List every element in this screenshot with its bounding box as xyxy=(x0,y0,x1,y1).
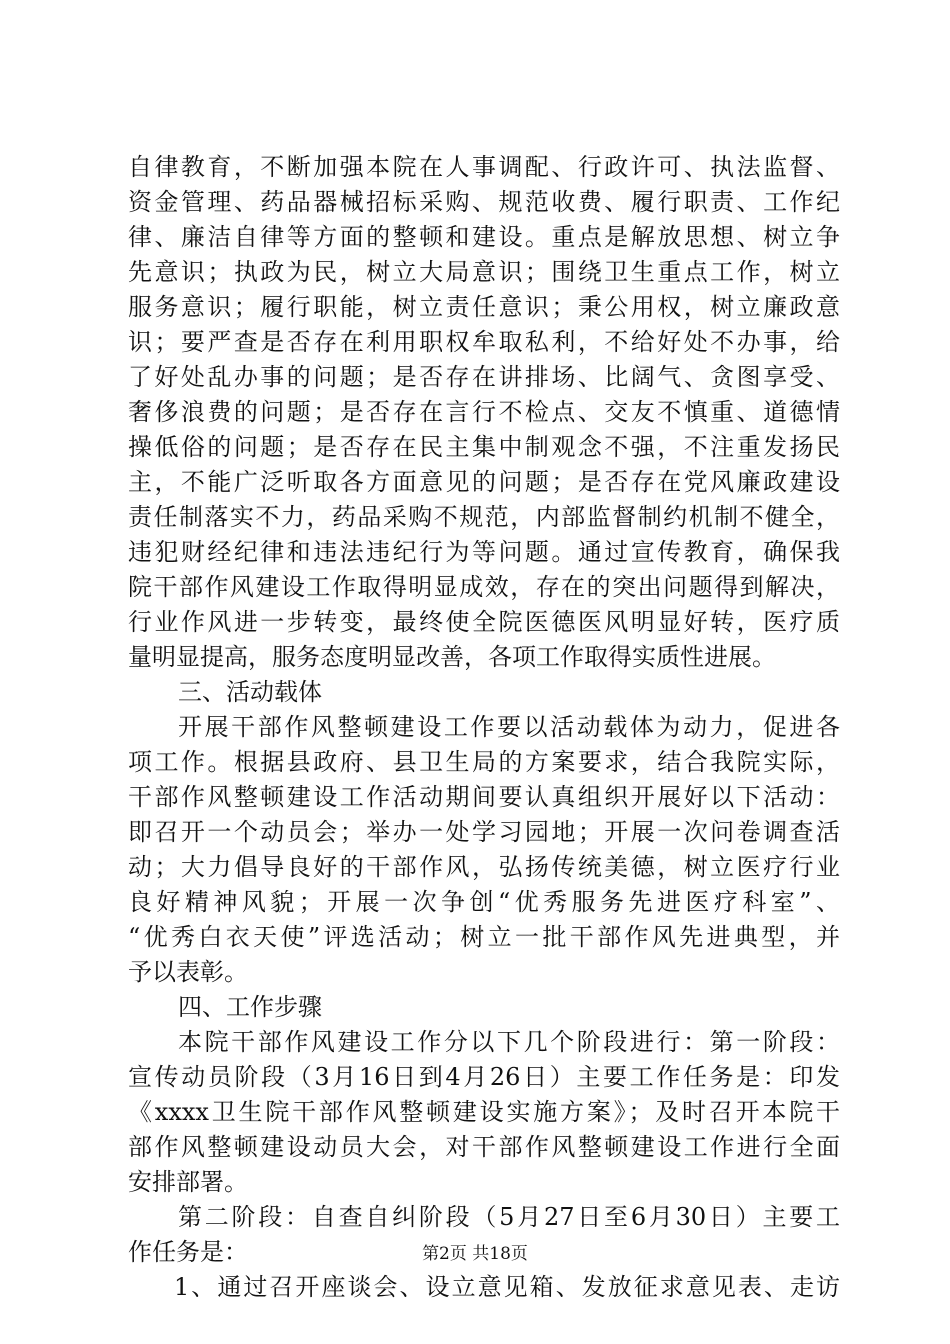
text-line: 责任制落实不力，药品采购不规范，内部监督制约机制不健全， xyxy=(128,503,840,531)
text-line: 识；要严查是否存在利用职权牟取私利，不给好处不办事，给 xyxy=(128,328,840,356)
text-line: 奢侈浪费的问题；是否存在言行不检点、交友不慎重、道德情 xyxy=(128,398,840,426)
text-line: 部作风整顿建设动员大会，对干部作风整顿建设工作进行全面 xyxy=(128,1133,840,1161)
text-line: 动；大力倡导良好的干部作风，弘扬传统美德，树立医疗行业 xyxy=(128,853,840,881)
section-heading: 四、工作步骤 xyxy=(178,993,322,1021)
section-heading: 三、活动载体 xyxy=(178,678,322,706)
text-line: 良好精神风貌；开展一次争创“优秀服务先进医疗科室”、 xyxy=(128,888,840,916)
text-line: 自律教育，不断加强本院在人事调配、行政许可、执法监督、 xyxy=(128,153,840,181)
text-line: 先意识；执政为民，树立大局意识；围绕卫生重点工作，树立 xyxy=(128,258,840,286)
text-line: 予以表彰。 xyxy=(128,958,248,986)
text-line: 安排部署。 xyxy=(128,1168,248,1196)
text-line: 违犯财经纪律和违法违纪行为等问题。通过宣传教育，确保我 xyxy=(128,538,840,566)
text-line: 开展干部作风整顿建设工作要以活动载体为动力，促进各 xyxy=(178,713,840,741)
text-line: 院干部作风建设工作取得明显成效，存在的突出问题得到解决， xyxy=(128,573,840,601)
text-line: 宣传动员阶段（3月16日到4月26日）主要工作任务是：印发 xyxy=(128,1063,840,1091)
text-line: 《xxxx卫生院干部作风整顿建设实施方案》；及时召开本院干 xyxy=(128,1098,840,1126)
text-line: 律、廉洁自律等方面的整顿和建设。重点是解放思想、树立争 xyxy=(128,223,840,251)
text-line: 了好处乱办事的问题；是否存在讲排场、比阔气、贪图享受、 xyxy=(128,363,840,391)
text-line: 量明显提高，服务态度明显改善，各项工作取得实质性进展。 xyxy=(128,643,776,671)
text-line: 第二阶段：自查自纠阶段（5月27日至6月30日）主要工 xyxy=(178,1203,840,1231)
text-line: 资金管理、药品器械招标采购、规范收费、履行职责、工作纪 xyxy=(128,188,840,216)
body-text xyxy=(128,150,840,1305)
page-footer: 第2页 共18页 xyxy=(422,1244,528,1264)
text-line: 干部作风整顿建设工作活动期间要认真组织开展好以下活动： xyxy=(128,783,840,811)
text-line: “优秀白衣天使”评选活动；树立一批干部作风先进典型，并 xyxy=(128,923,840,951)
text-line: 即召开一个动员会；举办一处学习园地；开展一次问卷调查活 xyxy=(128,818,840,846)
text-line: 作任务是： xyxy=(128,1238,248,1266)
text-line: 项工作。根据县政府、县卫生局的方案要求，结合我院实际， xyxy=(128,748,840,776)
text-line: 主，不能广泛听取各方面意见的问题；是否存在党风廉政建设 xyxy=(128,468,840,496)
text-line: 1、通过召开座谈会、设立意见箱、发放征求意见表、走访 xyxy=(174,1273,840,1301)
text-line: 行业作风进一步转变，最终使全院医德医风明显好转，医疗质 xyxy=(128,608,840,636)
text-line: 操低俗的问题；是否存在民主集中制观念不强，不注重发扬民 xyxy=(128,433,840,461)
text-line: 本院干部作风建设工作分以下几个阶段进行：第一阶段： xyxy=(178,1028,840,1056)
text-line: 服务意识；履行职能，树立责任意识；秉公用权，树立廉政意 xyxy=(128,293,840,321)
